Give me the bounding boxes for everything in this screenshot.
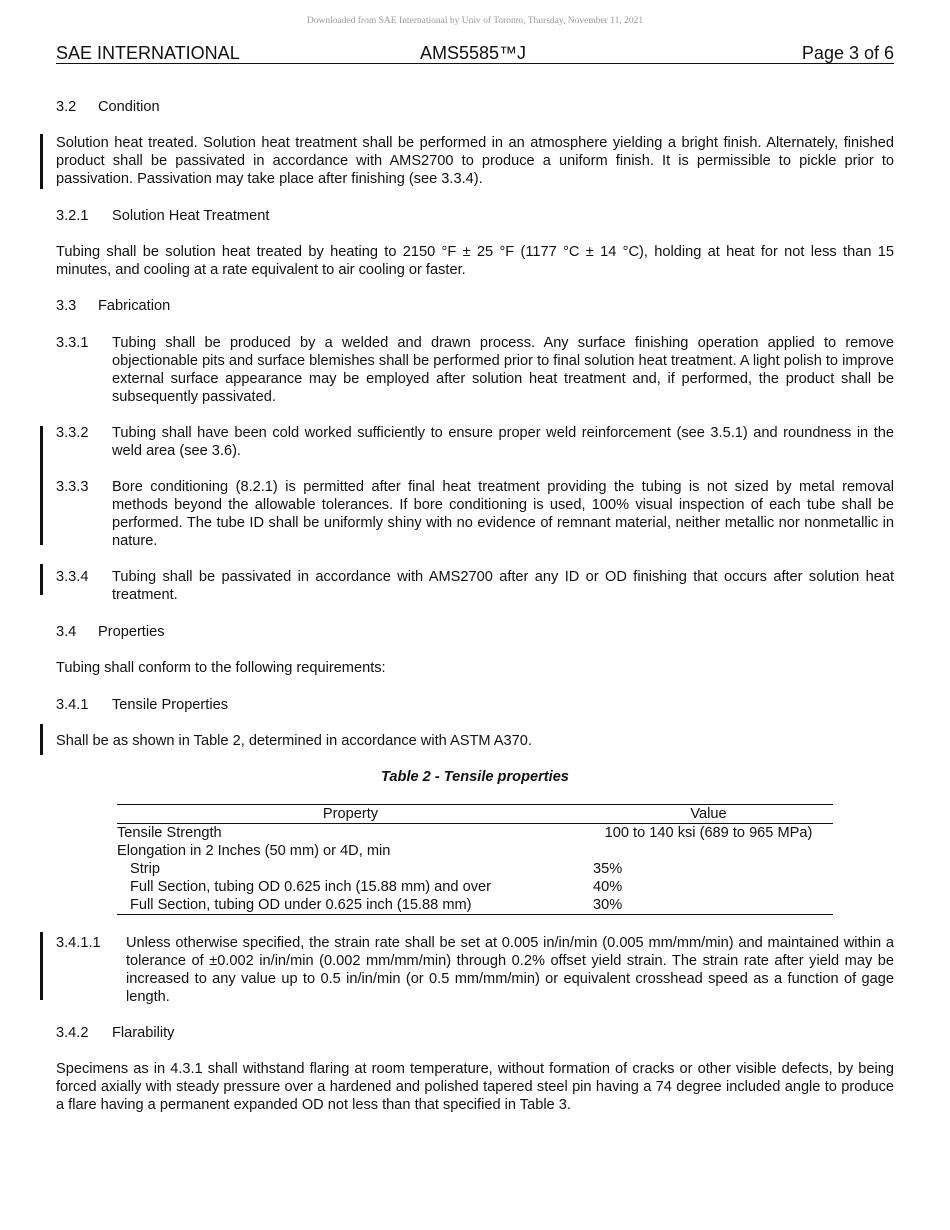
section-3-3-2 bbox=[56, 424, 894, 460]
section-number: 3.2.1 bbox=[56, 208, 89, 224]
column-header-property: Property bbox=[117, 805, 584, 824]
section-title: Condition bbox=[98, 99, 160, 115]
section-number: 3.2 bbox=[56, 99, 77, 115]
section-3-2-paragraph: Solution heat treated. Solution heat treatment shall be performed in an atmosphere yielding a bright finish. Alternately, finished product shall be passivated in accordance with AMS2700 to produce a uniform finish. It is permissible to pickle prior to passivation. Passivation may take place after finishing (see 3.3.4). bbox=[56, 135, 894, 187]
table-row bbox=[117, 878, 833, 896]
section-3-4-heading bbox=[56, 623, 894, 641]
section-title: Properties bbox=[98, 624, 165, 640]
revision-bar bbox=[40, 564, 43, 595]
section-3-2-1-heading bbox=[56, 207, 894, 225]
section-title: Solution Heat Treatment bbox=[112, 208, 270, 224]
section-title: Tensile Properties bbox=[112, 697, 228, 713]
header-organization: SAE INTERNATIONAL bbox=[56, 43, 240, 63]
section-3-4-1-paragraph: Shall be as shown in Table 2, determined in accordance with ASTM A370. bbox=[56, 733, 532, 749]
section-number: 3.3 bbox=[56, 298, 77, 314]
section-3-3-3 bbox=[56, 478, 894, 550]
table-cell-property: Elongation in 2 Inches (50 mm) or 4D, min bbox=[117, 843, 391, 859]
table-row bbox=[117, 896, 833, 915]
section-3-2-1-paragraph: Tubing shall be solution heat treated by heating to 2150 °F ± 25 °F (1177 °C ± 14 °C), holding at heat for not less than 15 minutes, and cooling at a rate equivalent to air cooling or faster. bbox=[56, 244, 894, 278]
section-paragraph: Unless otherwise specified, the strain rate shall be set at 0.005 in/in/min (0.005 mm/mm/min) and maintained within a tolerance of ±0.002 in/in/min (0.002 mm/mm/min) through 0.2% offset yield strain. The strain rate after yield may be increased to any value up to 0.5 in/in/min (or 0.5 mm/mm/min) or equivalent crosshead speed as a function of gage length. bbox=[126, 935, 894, 1005]
section-3-4-paragraph: Tubing shall conform to the following requirements: bbox=[56, 660, 386, 676]
table-cell-value: 35% bbox=[593, 861, 623, 877]
section-title: Flarability bbox=[112, 1025, 175, 1041]
section-3-4-2-paragraph: Specimens as in 4.3.1 shall withstand flaring at room temperature, without formation of cracks or other visible defects, by being forced axially with steady pressure over a hardened and polished tapered steel pin having a 74 degree included angle to produce a flare having a permanent expanded OD not less than that specified in Table 3. bbox=[56, 1061, 894, 1113]
section-title: Fabrication bbox=[98, 298, 171, 314]
table-cell-value bbox=[584, 842, 833, 860]
table-cell-value: 100 to 140 ksi (689 to 965 MPa) bbox=[604, 825, 813, 841]
header-page-number: Page 3 of 6 bbox=[801, 43, 894, 63]
table-cell-property: Strip bbox=[130, 861, 161, 877]
table-2-caption: Table 2 - Tensile properties bbox=[381, 769, 569, 785]
table-cell-property: Full Section, tubing OD under 0.625 inch (15.88 mm) bbox=[117, 896, 584, 915]
table-cell-value: 30% bbox=[584, 896, 833, 915]
section-3-3-4 bbox=[56, 568, 894, 604]
section-paragraph: Tubing shall be produced by a welded and drawn process. Any surface finishing operation applied to remove objectionable pits and surface blemishes shall be performed prior to final solution heat treatment. A light polish to improve external surface appearance may be employed after solution heat treatment and, if performed, the product shall be subsequently passivated. bbox=[112, 335, 895, 405]
section-number: 3.3.1 bbox=[56, 335, 89, 351]
section-3-2-heading bbox=[56, 98, 894, 116]
table-row bbox=[117, 860, 833, 878]
revision-bar bbox=[40, 426, 43, 545]
download-watermark: Downloaded from SAE International by Univ of Toronto, Thursday, November 11, 2021 bbox=[306, 16, 644, 26]
section-3-4-1-1 bbox=[56, 934, 894, 1006]
table-cell-value: 40% bbox=[593, 879, 623, 895]
column-header-value: Value bbox=[584, 805, 833, 824]
tensile-properties-table bbox=[117, 804, 833, 915]
section-3-4-1-heading bbox=[56, 696, 894, 714]
table-cell-property: Full Section, tubing OD 0.625 inch (15.88 mm) and over bbox=[130, 879, 491, 895]
section-number: 3.4.1.1 bbox=[56, 935, 101, 951]
section-3-3-1 bbox=[56, 334, 894, 406]
table-row bbox=[117, 824, 833, 843]
section-number: 3.4.1 bbox=[56, 697, 89, 713]
page-header bbox=[56, 43, 894, 64]
section-number: 3.4 bbox=[56, 624, 77, 640]
section-paragraph: Tubing shall have been cold worked sufficiently to ensure proper weld reinforcement (see 3.5.1) and roundness in the weld area (see 3.6). bbox=[112, 425, 894, 459]
section-paragraph: Bore conditioning (8.2.1) is permitted after final heat treatment providing the tubing is not sized by metal removal methods beyond the allowable tolerances. If bore conditioning is used, 100% visual inspection of each tube shall be performed. The tube ID shall be uniformly shiny with no evidence of remnant material, neither metallic nor nonmetallic in nature. bbox=[112, 479, 894, 549]
section-number: 3.3.2 bbox=[56, 425, 89, 441]
revision-bar bbox=[40, 724, 43, 755]
table-header-row bbox=[117, 805, 833, 824]
section-3-3-heading bbox=[56, 297, 894, 315]
revision-bar bbox=[40, 134, 43, 189]
revision-bar bbox=[40, 932, 43, 1000]
section-number: 3.3.3 bbox=[56, 479, 89, 495]
section-number: 3.4.2 bbox=[56, 1025, 89, 1041]
table-cell-property: Tensile Strength bbox=[117, 825, 222, 841]
section-paragraph: Tubing shall be passivated in accordance with AMS2700 after any ID or OD finishing that occurs after solution heat treatment. bbox=[112, 569, 894, 603]
section-3-4-2-heading bbox=[56, 1024, 894, 1042]
table-row bbox=[117, 842, 833, 860]
header-document-id: AMS5585™J bbox=[420, 43, 527, 63]
section-number: 3.3.4 bbox=[56, 569, 89, 585]
